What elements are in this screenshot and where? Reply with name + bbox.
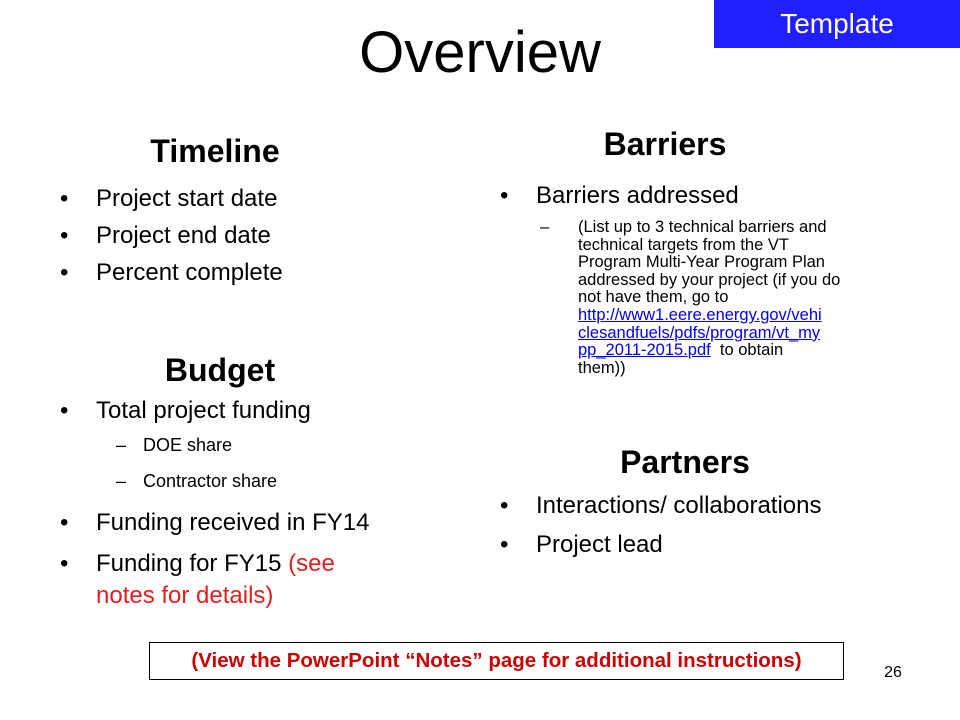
vt-plan-link[interactable]: clesandfuels/pdfs/program/vt_my [578,323,821,342]
budget-item: • Funding received in FY14 [60,509,370,536]
partners-item-label: Interactions/ collaborations [536,492,822,519]
slide-title: Overview [359,20,601,85]
barriers-dash: – [540,218,550,236]
budget-item-label: Funding for FY15 (see [96,550,335,577]
budget-item: • Total project funding [60,397,311,424]
partners-heading: Partners [620,444,750,480]
template-badge: Template [714,0,960,48]
timeline-item-label: Project start date [96,185,278,212]
timeline-item: • Percent complete [60,259,283,286]
timeline-item-label: Project end date [96,222,271,249]
budget-item-label: Funding received in FY14 [96,509,370,536]
notes-reference-cont: notes for details) [96,582,274,609]
barriers-heading: Barriers [603,126,727,162]
budget-subitem-label: Contractor share [143,471,278,491]
timeline-item: • Project end date [60,222,271,249]
barriers-item-label: Barriers addressed [536,182,739,209]
vt-plan-link[interactable]: http://www1.eere.energy.gov/vehi [578,305,822,324]
budget-subitem: – DOE share [116,435,233,455]
vt-plan-link[interactable]: pp_2011-2015.pdf [578,341,711,360]
timeline-item-label: Percent complete [96,259,283,286]
barriers-detail: (List up to 3 technical barriers and technical targets from the VT Program Multi-Year Program Plan addressed by your project (if you do not have them, go to http://www1.eere.energy.gov/vehi clesandfuels/pdfs/program/vt_my pp_2011-2015.pdf to obtain them)) [578,219,908,377]
budget-subitem: – Contractor share [116,471,278,491]
notes-reference: (see [288,550,335,577]
partners-item-label: Project lead [536,531,663,558]
partners-item: • Project lead [500,531,663,558]
budget-item: • Funding for FY15 (see notes for details) [60,550,335,609]
timeline-item: • Project start date [60,185,278,212]
notes-instruction-box: (View the PowerPoint “Notes” page for additional instructions) [149,642,844,680]
budget-item-label: Total project funding [96,397,311,424]
barriers-item: • Barriers addressed [500,182,739,209]
budget-subitem-label: DOE share [143,435,233,455]
budget-heading: Budget [164,352,276,388]
timeline-heading: Timeline [150,133,280,169]
partners-item: • Interactions/ collaborations [500,492,822,519]
page-number: 26 [884,664,902,681]
